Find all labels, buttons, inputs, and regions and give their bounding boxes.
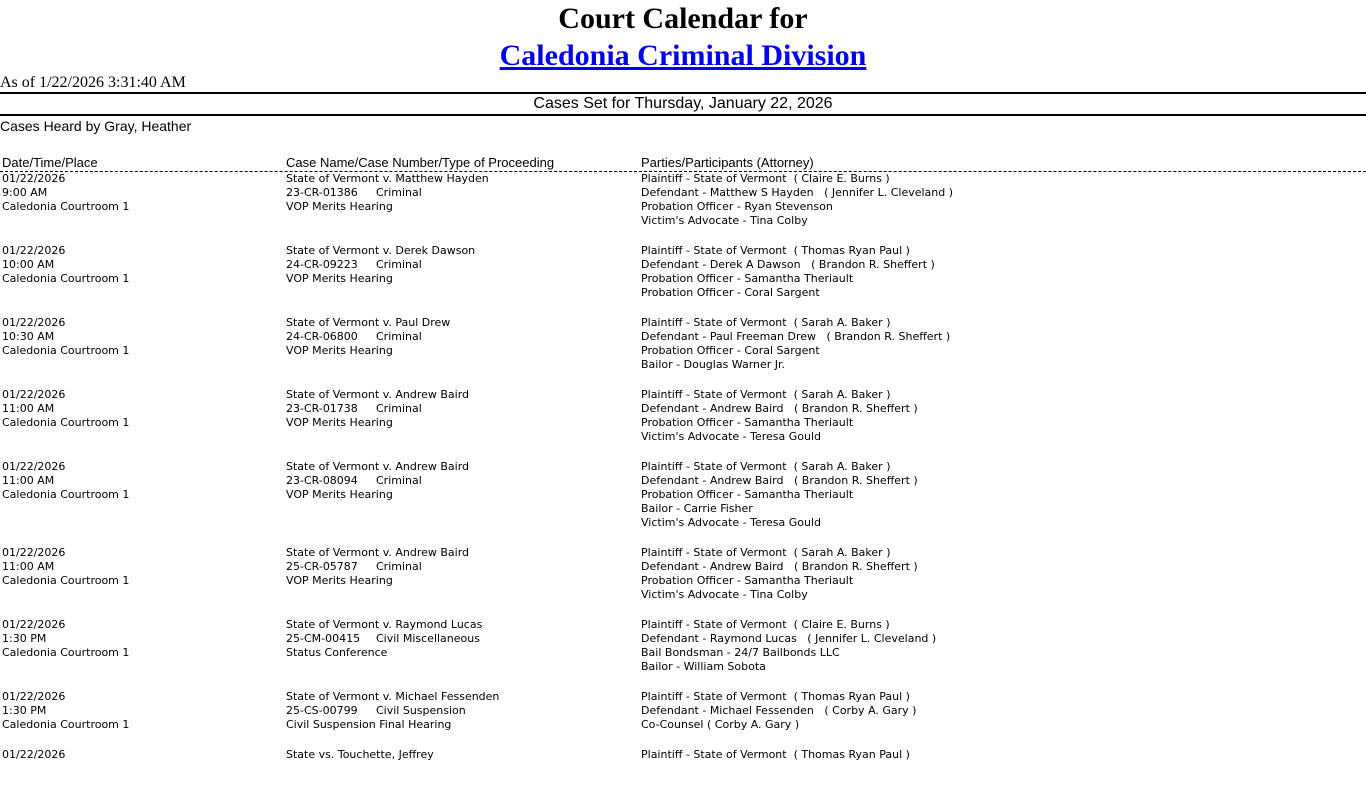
- proceeding-type: VOP Merits Hearing: [286, 574, 393, 587]
- proceeding-type: VOP Merits Hearing: [286, 488, 393, 501]
- page-header: [0, 0, 1366, 92]
- party-entry: Plaintiff - State of Vermont ( Thomas Ryan Paul ): [641, 244, 910, 257]
- case-place: Caledonia Courtroom 1: [2, 718, 130, 731]
- case-time: 1:30 PM: [2, 704, 47, 717]
- case-number: 24-CR-06800: [286, 330, 358, 343]
- case-details: [286, 244, 636, 286]
- case-date: 01/22/2026: [2, 316, 66, 329]
- case-place: Caledonia Courtroom 1: [2, 416, 130, 429]
- case-place: Caledonia Courtroom 1: [2, 574, 130, 587]
- party-entry: Defendant - Matthew S Hayden ( Jennifer L. Cleveland ): [641, 186, 954, 199]
- party-entry: Victim's Advocate - Tina Colby: [641, 214, 808, 227]
- case-entry: [0, 690, 1366, 732]
- cases-set-heading: Cases Set for Thursday, January 22, 2026: [533, 95, 833, 112]
- party-entry: Probation Officer - Coral Sargent: [641, 344, 820, 357]
- case-number-line: [286, 402, 636, 416]
- party-entry: Probation Officer - Samantha Theriault: [641, 416, 854, 429]
- case-date-time-place: [2, 748, 282, 790]
- case-number-line: [286, 330, 636, 344]
- case-number: 23-CR-01738: [286, 402, 358, 415]
- party-entry: Co-Counsel ( Corby A. Gary ): [641, 718, 800, 731]
- case-number: 23-CR-01386: [286, 186, 358, 199]
- party-entry: Plaintiff - State of Vermont ( Claire E. Burns ): [641, 618, 890, 631]
- case-place: Caledonia Courtroom 1: [2, 344, 130, 357]
- case-date-time-place: [2, 316, 282, 358]
- party-entry: Plaintiff - State of Vermont ( Sarah A. Baker ): [641, 388, 891, 401]
- case-parties: [641, 546, 1361, 602]
- case-date-time-place: [2, 244, 282, 286]
- case-name: State of Vermont v. Derek Dawson: [286, 244, 476, 257]
- case-time: 10:30 AM: [2, 330, 55, 343]
- case-time: [2, 762, 282, 776]
- page-title: Court Calendar for: [558, 2, 808, 35]
- case-type: Criminal: [376, 402, 422, 415]
- case-time: 10:00 AM: [2, 258, 55, 271]
- party-entry: Probation Officer - Samantha Theriault: [641, 574, 854, 587]
- case-number: 25-CS-00799: [286, 704, 358, 717]
- party-entry: Probation Officer - Samantha Theriault: [641, 272, 854, 285]
- case-parties: [641, 618, 1361, 674]
- case-time: 11:00 AM: [2, 402, 55, 415]
- case-time: 11:00 AM: [2, 560, 55, 573]
- proceeding-type: Civil Suspension Final Hearing: [286, 718, 452, 731]
- proceeding-type: VOP Merits Hearing: [286, 416, 393, 429]
- division-link[interactable]: Caledonia Criminal Division: [499, 39, 867, 72]
- party-entry: Defendant - Andrew Baird ( Brandon R. Sheffert ): [641, 474, 918, 487]
- party-entry: Plaintiff - State of Vermont ( Thomas Ryan Paul ): [641, 748, 910, 761]
- case-number-line: [286, 258, 636, 272]
- case-date: 01/22/2026: [2, 460, 66, 473]
- party-entry: Defendant - Derek A Dawson ( Brandon R. Sheffert ): [641, 258, 935, 271]
- case-number-line: [286, 560, 636, 574]
- case-date: 01/22/2026: [2, 748, 66, 761]
- case-place: Caledonia Courtroom 1: [2, 646, 130, 659]
- case-date: 01/22/2026: [2, 546, 66, 559]
- header-parties: Parties/Participants (Attorney): [641, 155, 814, 170]
- proceeding-type: VOP Merits Hearing: [286, 272, 393, 285]
- case-details: [286, 618, 636, 660]
- division-title: [0, 37, 1366, 74]
- case-number: 23-CR-08094: [286, 474, 358, 487]
- party-entry: Bailor - William Sobota: [641, 660, 766, 673]
- case-number-line: [286, 186, 636, 200]
- case-date: 01/22/2026: [2, 244, 66, 257]
- case-type: Criminal: [376, 186, 422, 199]
- case-time: 9:00 AM: [2, 186, 48, 199]
- case-name: State vs. Touchette, Jeffrey: [286, 748, 434, 761]
- party-entry: Defendant - Raymond Lucas ( Jennifer L. Cleveland ): [641, 632, 937, 645]
- case-name: State of Vermont v. Michael Fessenden: [286, 690, 500, 703]
- case-parties: [641, 748, 1361, 762]
- party-entry: Defendant - Andrew Baird ( Brandon R. Sheffert ): [641, 560, 918, 573]
- case-date-time-place: [2, 546, 282, 588]
- party-entry: Victim's Advocate - Tina Colby: [641, 588, 808, 601]
- case-number-line: [286, 762, 636, 776]
- case-number: 24-CR-09223: [286, 258, 358, 271]
- proceeding-type: [286, 776, 636, 790]
- case-parties: [641, 690, 1361, 732]
- party-entry: Victim's Advocate - Teresa Gould: [641, 430, 822, 443]
- case-place: Caledonia Courtroom 1: [2, 488, 130, 501]
- party-entry: Plaintiff - State of Vermont ( Sarah A. Baker ): [641, 316, 891, 329]
- party-entry: Plaintiff - State of Vermont ( Thomas Ryan Paul ): [641, 690, 910, 703]
- case-name: State of Vermont v. Andrew Baird: [286, 460, 470, 473]
- case-name: State of Vermont v. Matthew Hayden: [286, 172, 489, 185]
- case-number: 25-CR-05787: [286, 560, 358, 573]
- case-date: 01/22/2026: [2, 690, 66, 703]
- case-type: Criminal: [376, 258, 422, 271]
- proceeding-type: VOP Merits Hearing: [286, 200, 393, 213]
- case-date-time-place: [2, 388, 282, 430]
- party-entry: Probation Officer - Samantha Theriault: [641, 488, 854, 501]
- column-headers: [0, 154, 1366, 172]
- party-entry: Probation Officer - Ryan Stevenson: [641, 200, 833, 213]
- case-name: State of Vermont v. Paul Drew: [286, 316, 451, 329]
- case-number-line: [286, 704, 636, 718]
- case-date: 01/22/2026: [2, 388, 66, 401]
- case-parties: [641, 460, 1361, 530]
- case-type: Civil Miscellaneous: [376, 632, 480, 645]
- case-details: [286, 460, 636, 502]
- case-date-time-place: [2, 690, 282, 732]
- case-name: State of Vermont v. Andrew Baird: [286, 388, 470, 401]
- case-place: [2, 776, 282, 790]
- party-entry: Plaintiff - State of Vermont ( Sarah A. Baker ): [641, 546, 891, 559]
- party-entry: Defendant - Michael Fessenden ( Corby A. Gary ): [641, 704, 917, 717]
- case-details: [286, 748, 636, 790]
- case-entry: [0, 388, 1366, 444]
- case-entry: [0, 618, 1366, 674]
- proceeding-type: Status Conference: [286, 646, 388, 659]
- case-entry: [0, 460, 1366, 530]
- case-list: [0, 172, 1366, 790]
- case-time: 1:30 PM: [2, 632, 47, 645]
- case-name: State of Vermont v. Raymond Lucas: [286, 618, 483, 631]
- case-details: [286, 690, 636, 732]
- case-parties: [641, 172, 1361, 228]
- case-entry: [0, 244, 1366, 300]
- case-type: Criminal: [376, 474, 422, 487]
- as-of-timestamp: As of 1/22/2026 3:31:40 AM: [0, 74, 186, 91]
- judge-heading: Cases Heard by Gray, Heather: [0, 118, 192, 134]
- case-place: Caledonia Courtroom 1: [2, 272, 130, 285]
- case-details: [286, 172, 636, 214]
- case-date-time-place: [2, 618, 282, 660]
- case-type: Civil Suspension: [376, 704, 466, 717]
- party-entry: Defendant - Andrew Baird ( Brandon R. Sheffert ): [641, 402, 918, 415]
- case-parties: [641, 244, 1361, 300]
- header-case-name: Case Name/Case Number/Type of Proceeding: [286, 155, 555, 170]
- case-entry: [0, 172, 1366, 228]
- case-entry: [0, 316, 1366, 372]
- case-details: [286, 546, 636, 588]
- party-entry: Probation Officer - Coral Sargent: [641, 286, 820, 299]
- party-entry: Bailor - Douglas Warner Jr.: [641, 358, 786, 371]
- case-date-time-place: [2, 172, 282, 214]
- party-entry: Defendant - Paul Freeman Drew ( Brandon R. Sheffert ): [641, 330, 951, 343]
- case-details: [286, 388, 636, 430]
- case-parties: [641, 388, 1361, 444]
- proceeding-type: VOP Merits Hearing: [286, 344, 393, 357]
- header-date-time-place: Date/Time/Place: [2, 155, 98, 170]
- party-entry: Plaintiff - State of Vermont ( Sarah A. Baker ): [641, 460, 891, 473]
- case-type: Criminal: [376, 330, 422, 343]
- case-number: 25-CM-00415: [286, 632, 361, 645]
- case-date: 01/22/2026: [2, 172, 66, 185]
- case-entry: [0, 748, 1366, 790]
- case-date: 01/22/2026: [2, 618, 66, 631]
- case-number-line: [286, 632, 636, 646]
- case-name: State of Vermont v. Andrew Baird: [286, 546, 470, 559]
- case-number-line: [286, 474, 636, 488]
- case-entry: [0, 546, 1366, 602]
- party-entry: Plaintiff - State of Vermont ( Claire E. Burns ): [641, 172, 890, 185]
- case-type: Criminal: [376, 560, 422, 573]
- case-place: Caledonia Courtroom 1: [2, 200, 130, 213]
- case-details: [286, 316, 636, 358]
- party-entry: Bail Bondsman - 24/7 Bailbonds LLC: [641, 646, 840, 659]
- party-entry: Bailor - Carrie Fisher: [641, 502, 753, 515]
- case-time: 11:00 AM: [2, 474, 55, 487]
- case-date-time-place: [2, 460, 282, 502]
- party-entry: Victim's Advocate - Teresa Gould: [641, 516, 822, 529]
- case-parties: [641, 316, 1361, 372]
